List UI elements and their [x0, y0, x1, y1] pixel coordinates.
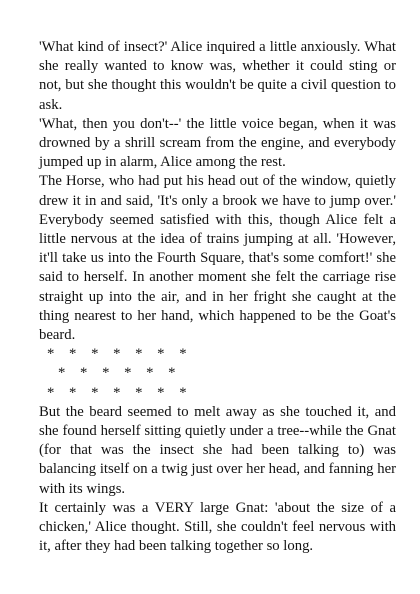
paragraph-horse-brook: The Horse, who had put his head out of the window, quietly drew it in and said, 'It's only a brook we have to jump over.' Everybody seemed satisfied with this, though Alice felt a little nervous at the idea of trains jumping at all. 'However, it'll take us into the Fourth Square, that's some comfort!' she said to herself. In another moment she felt the carriage rise straight up into the air, and in her fright she caught at the thing nearest to her hand, which happened to be the Goat's beard.	[39, 173, 396, 344]
paragraph-insect-question: 'What kind of insect?' Alice inquired a little anxiously. What she really wanted to know was, whether it could sting or not, but she thought this wouldn't be quite a civil question to ask.	[39, 39, 396, 113]
paragraph-large-gnat: It certainly was a VERY large Gnat: 'about the size of a chicken,' Alice thought. Still, she couldn't feel nervous with it, after they had been talking together so long.	[39, 499, 396, 555]
separator-stars-row: * * * * * * *	[47, 346, 187, 363]
paragraph-little-voice: 'What, then you don't--' the little voice began, when it was drowned by a shrill scream from the engine, and everybody jumped up in alarm, Alice among the rest.	[39, 115, 396, 171]
paragraph-beard-melt: But the beard seemed to melt away as she touched it, and she found herself sitting quietly under a tree--while the Gnat (for that was the insect she had been talking to) was balancing itself on a twig just over her head, and fanning her with its wings.	[39, 403, 396, 497]
section-separator	[39, 345, 396, 403]
separator-stars-row: * * * * * * *	[47, 384, 187, 401]
separator-stars-row: * * * * * *	[58, 365, 176, 382]
